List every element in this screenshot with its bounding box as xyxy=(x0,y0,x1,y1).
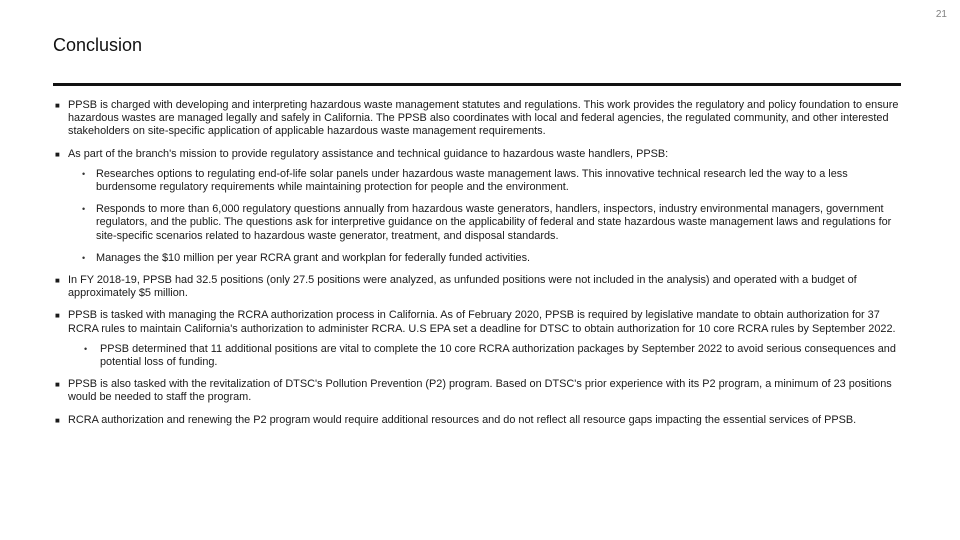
square-bullet-icon: ■ xyxy=(55,311,60,321)
square-bullet-icon: ■ xyxy=(55,149,60,159)
sub-bullet-text: Responds to more than 6,000 regulatory questions annually from hazardous waste generators, handlers, inspectors, industry environmental managers, government regulators, and the public. The questions ask for interpretive guidance on the applicability of federal and state hazardous waste management laws and regulations for site-specific scenarios related to hazardous waste generator, treatment, and disposal standards. xyxy=(96,203,892,242)
bullet-item xyxy=(54,378,899,404)
bullet-text: PPSB is tasked with managing the RCRA authorization process in California. As of February 2020, PPSB is required by legislative mandate to obtain authorization for 37 RCRA rules to maintain California's authorization to administer RCRA. U.S EPA set a deadline for DTSC to obtain authorization for 10 core RCRA rules by September 2022. xyxy=(68,309,896,335)
square-bullet-icon: ■ xyxy=(55,276,60,286)
bullet-text: PPSB is also tasked with the revitalization of DTSC's Pollution Prevention (P2) program. Based on DTSC's prior experience with its P2 program, a minimum of 23 positions would be needed to staff the program. xyxy=(68,378,892,404)
bullet-text: PPSB is charged with developing and interpreting hazardous waste management statutes and regulations. This work provides the regulatory and policy foundation to ensure hazardous wastes are managed legally and safely in California. The PPSB also coordinates with local and federal agencies, the regulated community, and other interested stakeholders on site-specific application of applicable hazardous waste management requirements. xyxy=(68,99,899,138)
sub-bullet-text: Manages the $10 million per year RCRA grant and workplan for federally funded activities. xyxy=(96,251,531,264)
sub-bullet-item xyxy=(68,343,899,369)
bullet-item xyxy=(54,414,899,427)
bullet-item xyxy=(54,274,899,300)
page-title: Conclusion xyxy=(53,35,143,55)
content-body xyxy=(54,99,899,436)
square-bullet-icon: ■ xyxy=(55,415,60,425)
bullet-item xyxy=(54,148,899,265)
title-divider xyxy=(53,83,901,86)
dot-bullet-icon: • xyxy=(82,252,86,263)
dot-bullet-icon: • xyxy=(84,343,88,354)
sub-bullet-text: PPSB determined that 11 additional positions are vital to complete the 10 core RCRA authorization packages by September 2022 to avoid serious consequences and potential loss of funding. xyxy=(100,342,896,369)
sub-bullet-item xyxy=(68,252,899,265)
square-bullet-icon: ■ xyxy=(55,380,60,390)
bullet-text: RCRA authorization and renewing the P2 program would require additional resources and do not reflect all resource gaps impacting the essential services of PPSB. xyxy=(68,413,857,426)
bullet-item xyxy=(54,309,899,369)
sub-bullet-item xyxy=(68,168,899,194)
dot-bullet-icon: • xyxy=(82,168,86,179)
bullet-text: As part of the branch's mission to provide regulatory assistance and technical guidance to hazardous waste handlers, PPSB: xyxy=(68,147,669,160)
sub-bullet-text: Researches options to regulating end-of-life solar panels under hazardous waste management laws. This innovative technical research led the way to a less burdensome regulatory requirements while maintaining protection for people and the environment. xyxy=(96,167,848,194)
bullet-item xyxy=(54,99,899,139)
sub-bullet-item xyxy=(68,203,899,243)
bullet-text: In FY 2018-19, PPSB had 32.5 positions (only 27.5 positions were analyzed, as unfunded positions were not included in the analysis) and operated with a budget of approximately $5 million. xyxy=(68,274,857,300)
page-number: 21 xyxy=(935,9,947,20)
dot-bullet-icon: • xyxy=(82,204,86,215)
square-bullet-icon: ■ xyxy=(55,101,60,110)
